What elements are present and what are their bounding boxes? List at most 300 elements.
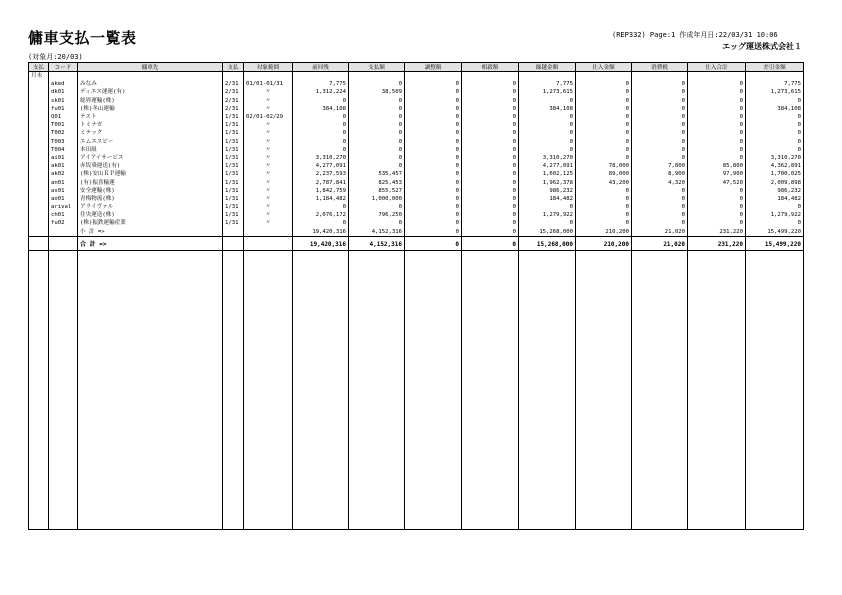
empty-cell: [29, 80, 49, 88]
grand-total-row-carry: 15,268,000: [519, 240, 576, 251]
cell-net: 0: [746, 203, 804, 211]
cell-adj: 0: [405, 211, 462, 219]
empty-cell: [746, 72, 804, 81]
empty-cell: [29, 162, 49, 170]
empty-cell: [576, 250, 632, 529]
cell-offset: 0: [462, 162, 519, 170]
cell-tax: 0: [632, 187, 688, 195]
cell-offset: 0: [462, 154, 519, 162]
subtotal-row: [29, 228, 804, 237]
cell-prev: 1,312,224: [293, 88, 349, 96]
cell-code: an01: [49, 178, 78, 186]
cell-vendor: アイアイサービス: [78, 154, 223, 162]
cell-paid: 796,250: [349, 211, 405, 219]
header-purchase: 仕入金額: [576, 63, 632, 72]
cell-offset: 0: [462, 80, 519, 88]
cell-range: 〃: [244, 219, 293, 227]
cell-pay: 2/31: [223, 105, 244, 113]
cell-total: 85,800: [688, 162, 746, 170]
group-label: 月末: [29, 72, 49, 81]
grand-total-row: [29, 240, 804, 251]
cell-range: 〃: [244, 129, 293, 137]
cell-paid: 0: [349, 121, 405, 129]
empty-cell: [49, 240, 78, 251]
empty-cell: [223, 72, 244, 81]
cell-range: 〃: [244, 195, 293, 203]
cell-carry: 184,482: [519, 195, 576, 203]
empty-cell: [29, 146, 49, 154]
empty-cell: [29, 203, 49, 211]
cell-total: 0: [688, 121, 746, 129]
cell-tax: 7,800: [632, 162, 688, 170]
cell-code: T004: [49, 146, 78, 154]
cell-pay: 1/31: [223, 187, 244, 195]
cell-pay: 1/31: [223, 195, 244, 203]
empty-cell: [29, 211, 49, 219]
cell-range: 〃: [244, 105, 293, 113]
cell-range: 02/01-02/29: [244, 113, 293, 121]
cell-offset: 0: [462, 178, 519, 186]
header-group: 支払: [29, 63, 49, 72]
table-row: [29, 162, 804, 170]
cell-carry: 4,277,091: [519, 162, 576, 170]
cell-adj: 0: [405, 105, 462, 113]
cell-prev: 0: [293, 146, 349, 154]
header-code: コード: [49, 63, 78, 72]
header-offset: 相殺額: [462, 63, 519, 72]
cell-net: 0: [746, 113, 804, 121]
header-purchase-total: 仕入合計: [688, 63, 746, 72]
cell-total: 0: [688, 211, 746, 219]
cell-offset: 0: [462, 195, 519, 203]
cell-offset: 0: [462, 203, 519, 211]
target-period: (対象月:20/03): [28, 53, 83, 61]
cell-adj: 0: [405, 113, 462, 121]
subtotal-row-offset: 0: [462, 228, 519, 237]
cell-total: 0: [688, 138, 746, 146]
cell-carry: 384,108: [519, 105, 576, 113]
empty-cell: [349, 250, 405, 529]
cell-code: Q01: [49, 113, 78, 121]
grand-total-row-total: 231,220: [688, 240, 746, 251]
empty-cell: [349, 72, 405, 81]
cell-pay: 1/31: [223, 211, 244, 219]
cell-purchase: 89,000: [576, 170, 632, 178]
cell-total: 0: [688, 219, 746, 227]
table-row: [29, 187, 804, 195]
cell-adj: 0: [405, 178, 462, 186]
cell-adj: 0: [405, 129, 462, 137]
cell-paid: 0: [349, 80, 405, 88]
table-row: [29, 138, 804, 146]
cell-range: 〃: [244, 138, 293, 146]
cell-vendor: アライヴァル: [78, 203, 223, 211]
cell-total: 0: [688, 195, 746, 203]
empty-cell: [29, 129, 49, 137]
cell-carry: 0: [519, 129, 576, 137]
cell-adj: 0: [405, 88, 462, 96]
cell-tax: 0: [632, 88, 688, 96]
cell-purchase: 0: [576, 97, 632, 105]
cell-net: 1,273,615: [746, 88, 804, 96]
cell-purchase: 0: [576, 113, 632, 121]
table-row: [29, 195, 804, 203]
cell-net: 0: [746, 219, 804, 227]
empty-cell: [29, 240, 49, 251]
table-row: [29, 80, 804, 88]
empty-cell: [519, 250, 576, 529]
cell-tax: 0: [632, 105, 688, 113]
cell-adj: 0: [405, 195, 462, 203]
empty-cell: [29, 113, 49, 121]
cell-carry: 7,775: [519, 80, 576, 88]
cell-total: 47,520: [688, 178, 746, 186]
cell-total: 0: [688, 80, 746, 88]
cell-offset: 0: [462, 97, 519, 105]
empty-cell: [462, 72, 519, 81]
cell-net: 3,310,270: [746, 154, 804, 162]
cell-vendor: (株)安山ＲＰ運輸: [78, 170, 223, 178]
cell-carry: 986,232: [519, 187, 576, 195]
cell-offset: 0: [462, 211, 519, 219]
cell-purchase: 0: [576, 146, 632, 154]
empty-cell: [223, 250, 244, 529]
header-prev: 前回残: [293, 63, 349, 72]
cell-pay: 1/31: [223, 113, 244, 121]
empty-cell: [29, 187, 49, 195]
table-row: [29, 88, 804, 96]
cell-net: 7,775: [746, 80, 804, 88]
cell-total: 0: [688, 146, 746, 154]
cell-prev: 2,076,172: [293, 211, 349, 219]
cell-prev: 0: [293, 129, 349, 137]
empty-cell: [293, 250, 349, 529]
cell-range: 〃: [244, 187, 293, 195]
cell-code: T002: [49, 129, 78, 137]
cell-adj: 0: [405, 97, 462, 105]
cell-tax: 0: [632, 138, 688, 146]
cell-purchase: 0: [576, 195, 632, 203]
table-row: [29, 203, 804, 211]
grand-total-row-prev: 19,420,316: [293, 240, 349, 251]
cell-offset: 0: [462, 219, 519, 227]
cell-total: 0: [688, 97, 746, 105]
cell-purchase: 0: [576, 80, 632, 88]
cell-paid: 0: [349, 138, 405, 146]
empty-cell: [29, 178, 49, 186]
empty-cell: [29, 219, 49, 227]
cell-vendor: 住央運送(株): [78, 211, 223, 219]
cell-adj: 0: [405, 170, 462, 178]
cell-paid: 855,527: [349, 187, 405, 195]
cell-vendor: (株)振鉄運輸産業: [78, 219, 223, 227]
cell-vendor: トミナガ: [78, 121, 223, 129]
cell-net: 0: [746, 146, 804, 154]
subtotal-row-carry: 15,268,000: [519, 228, 576, 237]
table-row: [29, 170, 804, 178]
cell-net: 0: [746, 97, 804, 105]
cell-net: 1,279,922: [746, 211, 804, 219]
empty-cell: [632, 72, 688, 81]
empty-cell: [519, 72, 576, 81]
cell-vendor: 赤坂乗運送(有): [78, 162, 223, 170]
empty-cell: [223, 240, 244, 251]
subtotal-row-label: 小 計 =>: [78, 228, 223, 237]
header-pay: 支払: [223, 63, 244, 72]
empty-cell: [405, 72, 462, 81]
cell-prev: 1,184,482: [293, 195, 349, 203]
subtotal-row-net: 15,499,220: [746, 228, 804, 237]
cell-vendor: エムエスピー: [78, 138, 223, 146]
cell-adj: 0: [405, 121, 462, 129]
empty-cell: [244, 228, 293, 237]
cell-net: 0: [746, 121, 804, 129]
cell-purchase: 0: [576, 121, 632, 129]
cell-range: 〃: [244, 170, 293, 178]
cell-net: 0: [746, 129, 804, 137]
cell-code: ch01: [49, 211, 78, 219]
cell-vendor: ミテック: [78, 129, 223, 137]
cell-total: 0: [688, 154, 746, 162]
cell-purchase: 0: [576, 203, 632, 211]
cell-offset: 0: [462, 187, 519, 195]
cell-tax: 0: [632, 146, 688, 154]
grand-total-row-adj: 0: [405, 240, 462, 251]
grand-total-row-net: 15,499,220: [746, 240, 804, 251]
cell-pay: 1/31: [223, 203, 244, 211]
cell-purchase: 0: [576, 138, 632, 146]
empty-cell: [244, 240, 293, 251]
cell-prev: 7,775: [293, 80, 349, 88]
cell-vendor: ディエス運運(有): [78, 88, 223, 96]
cell-offset: 0: [462, 146, 519, 154]
cell-range: 〃: [244, 97, 293, 105]
subtotal-row-adj: 0: [405, 228, 462, 237]
empty-cell: [632, 250, 688, 529]
cell-total: 0: [688, 187, 746, 195]
cell-code: arival: [49, 203, 78, 211]
empty-cell: [462, 250, 519, 529]
cell-prev: 4,277,091: [293, 162, 349, 170]
cell-paid: 0: [349, 97, 405, 105]
cell-vendor: (株)冬山運輸: [78, 105, 223, 113]
empty-cell: [49, 228, 78, 237]
cell-code: dk01: [49, 88, 78, 96]
cell-carry: 1,962,378: [519, 178, 576, 186]
cell-vendor: (有)振喜輸運: [78, 178, 223, 186]
cell-net: 1,700,025: [746, 170, 804, 178]
payment-table: [28, 62, 804, 530]
cell-tax: 0: [632, 80, 688, 88]
cell-code: ai01: [49, 154, 78, 162]
subtotal-row-purchase: 210,200: [576, 228, 632, 237]
cell-range: 〃: [244, 178, 293, 186]
cell-adj: 0: [405, 138, 462, 146]
cell-purchase: 0: [576, 88, 632, 96]
cell-net: 4,362,891: [746, 162, 804, 170]
cell-paid: 535,457: [349, 170, 405, 178]
cell-carry: 0: [519, 121, 576, 129]
cell-purchase: 0: [576, 219, 632, 227]
report-title: 傭車支払一覧表: [28, 29, 137, 47]
empty-cell: [244, 72, 293, 81]
cell-code: T003: [49, 138, 78, 146]
cell-tax: 0: [632, 97, 688, 105]
empty-cell: [223, 228, 244, 237]
header-tax: 消費税: [632, 63, 688, 72]
cell-prev: 2,237,593: [293, 170, 349, 178]
cell-purchase: 0: [576, 129, 632, 137]
cell-vendor: 安全運輸(株): [78, 187, 223, 195]
cell-prev: 0: [293, 138, 349, 146]
cell-pay: 1/31: [223, 154, 244, 162]
cell-code: as01: [49, 187, 78, 195]
cell-purchase: 0: [576, 105, 632, 113]
cell-prev: 0: [293, 203, 349, 211]
cell-prev: 0: [293, 97, 349, 105]
table-row: [29, 211, 804, 219]
cell-paid: 0: [349, 162, 405, 170]
empty-cell: [746, 250, 804, 529]
cell-net: 986,232: [746, 187, 804, 195]
empty-cell: [244, 250, 293, 529]
empty-cell: [688, 250, 746, 529]
cell-total: 0: [688, 105, 746, 113]
cell-purchase: 0: [576, 154, 632, 162]
cell-adj: 0: [405, 162, 462, 170]
header-adjust: 調整額: [405, 63, 462, 72]
cell-vendor: 本田組: [78, 146, 223, 154]
empty-cell: [688, 72, 746, 81]
cell-purchase: 0: [576, 187, 632, 195]
subtotal-row-prev: 19,420,316: [293, 228, 349, 237]
cell-tax: 8,900: [632, 170, 688, 178]
grand-total-row-tax: 21,020: [632, 240, 688, 251]
cell-paid: 0: [349, 105, 405, 113]
empty-cell: [29, 170, 49, 178]
empty-cell: [29, 105, 49, 113]
cell-carry: 1,602,125: [519, 170, 576, 178]
cell-tax: 0: [632, 195, 688, 203]
cell-code: aked: [49, 80, 78, 88]
cell-total: 0: [688, 113, 746, 121]
group-row: [29, 72, 804, 81]
cell-offset: 0: [462, 138, 519, 146]
cell-offset: 0: [462, 121, 519, 129]
cell-net: 384,108: [746, 105, 804, 113]
grand-total-row-offset: 0: [462, 240, 519, 251]
cell-pay: 1/31: [223, 178, 244, 186]
table-row: [29, 146, 804, 154]
cell-offset: 0: [462, 105, 519, 113]
cell-tax: 0: [632, 121, 688, 129]
cell-carry: 3,310,270: [519, 154, 576, 162]
empty-cell: [29, 195, 49, 203]
cell-offset: 0: [462, 88, 519, 96]
cell-prev: 3,310,270: [293, 154, 349, 162]
cell-code: ao01: [49, 195, 78, 203]
blank-area: [29, 250, 804, 529]
cell-net: 0: [746, 138, 804, 146]
cell-purchase: 43,200: [576, 178, 632, 186]
cell-total: 0: [688, 129, 746, 137]
cell-pay: 2/31: [223, 97, 244, 105]
cell-tax: 0: [632, 211, 688, 219]
cell-pay: 1/31: [223, 146, 244, 154]
cell-pay: 1/31: [223, 121, 244, 129]
cell-adj: 0: [405, 146, 462, 154]
cell-range: 〃: [244, 203, 293, 211]
cell-carry: 0: [519, 203, 576, 211]
cell-range: 〃: [244, 146, 293, 154]
table-row: [29, 154, 804, 162]
cell-paid: 0: [349, 203, 405, 211]
cell-net: 2,009,898: [746, 178, 804, 186]
table-row: [29, 129, 804, 137]
cell-purchase: 78,000: [576, 162, 632, 170]
report-id-line: (REP332) Page:1 作成年月日:22/03/31 10:06: [612, 31, 778, 39]
cell-paid: 825,453: [349, 178, 405, 186]
cell-carry: 1,273,615: [519, 88, 576, 96]
cell-vendor: テスト: [78, 113, 223, 121]
cell-carry: 0: [519, 138, 576, 146]
cell-prev: 0: [293, 121, 349, 129]
subtotal-row-tax: 21,020: [632, 228, 688, 237]
company-name: エッグ運送株式会社１: [722, 42, 802, 51]
empty-cell: [49, 72, 78, 81]
empty-cell: [29, 121, 49, 129]
cell-paid: 0: [349, 129, 405, 137]
cell-adj: 0: [405, 154, 462, 162]
grand-total-row-label: 合 計 =>: [78, 240, 223, 251]
cell-code: fu02: [49, 219, 78, 227]
cell-code: ak02: [49, 170, 78, 178]
cell-carry: 0: [519, 113, 576, 121]
cell-pay: 2/31: [223, 88, 244, 96]
empty-cell: [576, 72, 632, 81]
cell-prev: 1,842,759: [293, 187, 349, 195]
cell-total: 0: [688, 203, 746, 211]
empty-cell: [29, 228, 49, 237]
cell-carry: 1,279,922: [519, 211, 576, 219]
cell-range: 〃: [244, 154, 293, 162]
cell-tax: 0: [632, 154, 688, 162]
cell-code: fu01: [49, 105, 78, 113]
cell-prev: 2,787,841: [293, 178, 349, 186]
cell-offset: 0: [462, 129, 519, 137]
header-paid: 支払額: [349, 63, 405, 72]
cell-paid: 0: [349, 113, 405, 121]
empty-cell: [29, 250, 49, 529]
grand-total-row-purchase: 210,200: [576, 240, 632, 251]
empty-cell: [78, 250, 223, 529]
header-net: 差引金額: [746, 63, 804, 72]
cell-prev: 384,108: [293, 105, 349, 113]
cell-pay: 1/31: [223, 170, 244, 178]
cell-code: T001: [49, 121, 78, 129]
cell-tax: 0: [632, 203, 688, 211]
cell-range: 〃: [244, 162, 293, 170]
cell-offset: 0: [462, 170, 519, 178]
cell-offset: 0: [462, 113, 519, 121]
empty-cell: [29, 88, 49, 96]
cell-prev: 0: [293, 113, 349, 121]
empty-cell: [405, 250, 462, 529]
cell-adj: 0: [405, 80, 462, 88]
cell-carry: 0: [519, 219, 576, 227]
cell-purchase: 0: [576, 211, 632, 219]
cell-pay: 1/31: [223, 138, 244, 146]
